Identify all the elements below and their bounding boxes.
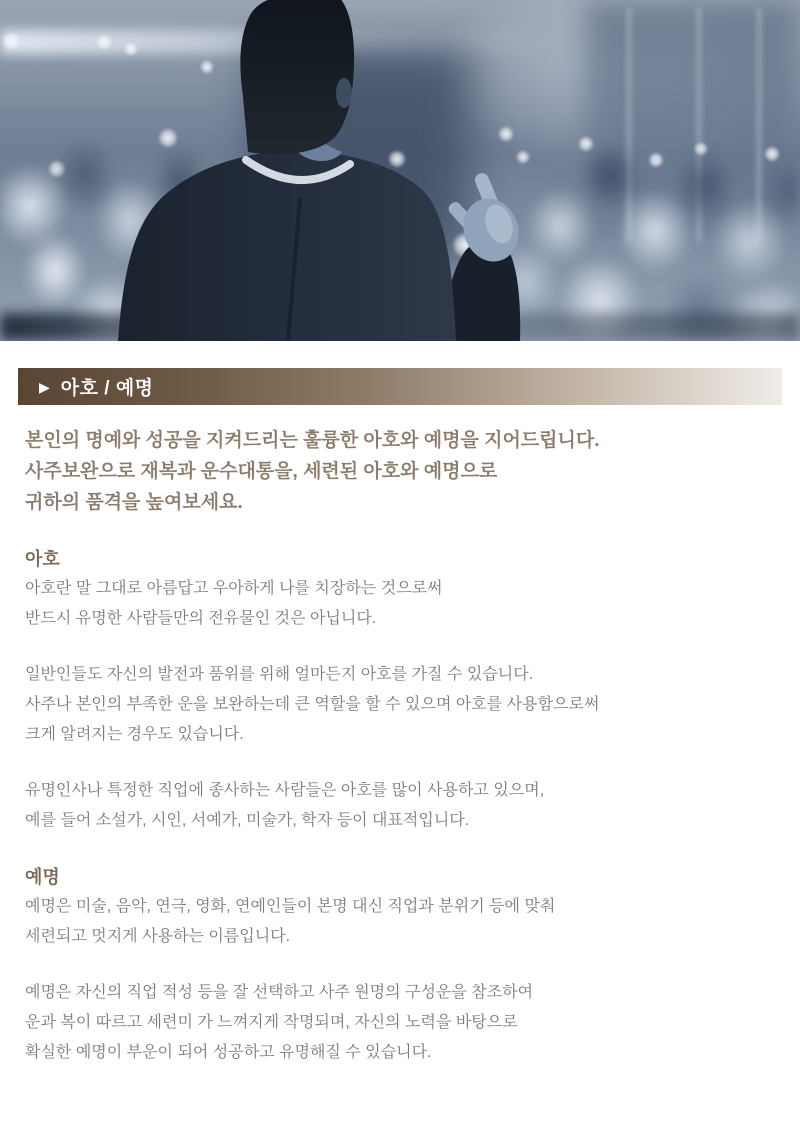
- speaker-silhouette: [0, 0, 800, 341]
- paragraph: [25, 574, 775, 634]
- paragraph: [25, 660, 775, 750]
- pointing-hand: [446, 171, 526, 269]
- intro-text: [25, 425, 775, 518]
- paragraph-line: 사주나 본인의 부족한 운을 보완하는데 큰 역할을 할 수 있으며 아호를 사용함으로써: [25, 696, 600, 713]
- paragraph-line: 유명인사나 특정한 직업에 종사하는 사람들은 아호를 많이 사용하고 있으며,: [25, 782, 545, 799]
- section-yemyeong: [25, 862, 775, 1068]
- hero-image: [0, 0, 800, 341]
- paragraph: [25, 892, 775, 952]
- section-title: 아호 / 예명: [60, 378, 154, 399]
- intro-line: 귀하의 품격을 높여보세요.: [25, 492, 243, 513]
- paragraph: [25, 978, 775, 1068]
- section-heading-yemyeong: 예명: [25, 867, 60, 887]
- paragraph-line: 예명은 자신의 직업 적성 등을 잘 선택하고 사주 원명의 구성운을 참조하여: [25, 984, 534, 1001]
- ear: [336, 78, 352, 108]
- paragraph-line: 세련되고 멋지게 사용하는 이름입니다.: [25, 928, 291, 945]
- section-heading-aho: 아호: [25, 549, 60, 569]
- section-aho: [25, 544, 775, 836]
- paragraph: [25, 776, 775, 836]
- paragraph-line: 반드시 유명한 사람들만의 전유물인 것은 아닙니다.: [25, 610, 377, 627]
- paragraph-line: 크게 알려지는 경우도 있습니다.: [25, 726, 244, 743]
- paragraph-line: 확실한 예명이 부운이 되어 성공하고 유명해질 수 있습니다.: [25, 1044, 432, 1061]
- intro-line: 본인의 명예와 성공을 지켜드리는 훌륭한 아호와 예명을 지어드립니다.: [25, 430, 600, 451]
- section-header-bar: [18, 368, 782, 405]
- intro-line: 사주보완으로 재복과 운수대통을, 세련된 아호와 예명으로: [25, 461, 498, 482]
- paragraph-line: 예명은 미술, 음악, 연극, 영화, 연예인들이 본명 대신 직업과 분위기 등에 맞춰: [25, 898, 556, 915]
- paragraph-line: 일반인들도 자신의 발전과 품위를 위해 얼마든지 아호를 가질 수 있습니다.: [25, 666, 534, 683]
- content-area: [0, 405, 800, 1068]
- arrow-right-icon: ▶: [39, 378, 50, 395]
- paragraph-line: 아호란 말 그대로 아름답고 우아하게 나를 치장하는 것으로써: [25, 580, 443, 597]
- paragraph-line: 예를 들어 소설가, 시인, 서예가, 미술가, 학자 등이 대표적입니다.: [25, 812, 470, 829]
- paragraph-line: 운과 복이 따르고 세련미 가 느껴지게 작명되며, 자신의 노력을 바탕으로: [25, 1014, 518, 1031]
